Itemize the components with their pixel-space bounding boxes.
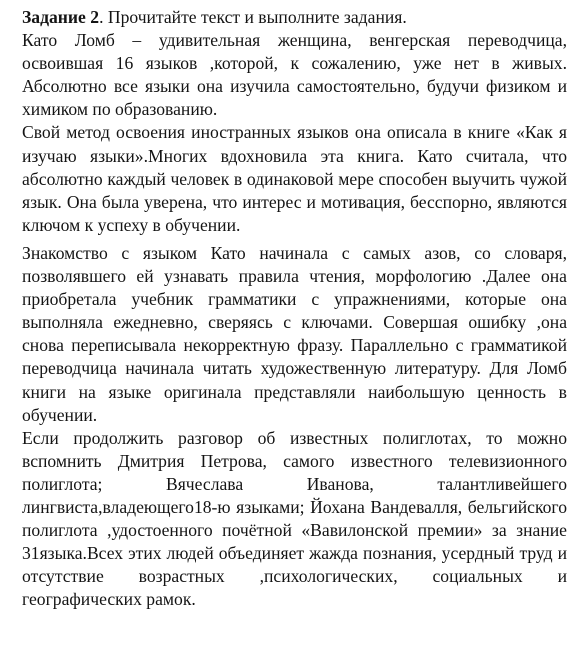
task-label: Задание 2 bbox=[22, 7, 100, 27]
task-heading bbox=[22, 6, 567, 29]
task-instruction: . Прочитайте текст и выполните задания. bbox=[99, 7, 407, 27]
paragraph-polyglots: Если продолжить разговор об известных полиглотах, то можно вспомнить Дмитрия Петрова, самого известного телевизионного полиглота; Вячеслава Иванова, талантливейшего лингвиста,владеющего18-ю языками; Йохана Вандевалля, бельгийского полиглота ,удостоенного почётной «Вавилонской премии» за знание 31языка.Всех этих людей объединяет жажда познания, усердный труд и отсутствие возрастных ,психологических, социальных и географических рамок. bbox=[22, 427, 567, 610]
paragraph-intro: Като Ломб – удивительная женщина, венгерская переводчица, освоившая 16 языков ,которой, к сожалению, уже нет в живых. Абсолютно все языки она изучила самостоятельно, будучи физиком и химиком по образованию. bbox=[22, 30, 567, 120]
paragraph-learning-process: Знакомство с языком Като начинала с самых азов, со словаря, позволявшего ей узнавать правила чтения, морфологию .Далее она приобретала учебник грамматики с упражнениями, которые она выполняла ежедневно, сверяясь с ключами. Совершая ошибку ,она снова переписывала некорректную фразу. Параллельно с грамматикой переводчица начинала читать художественную литературу. Для Ломб книги на языке оригинала представляли наибольшую ценность в обучении. bbox=[22, 242, 567, 425]
paragraph-method: Свой метод освоения иностранных языков она описала в книге «Как я изучаю языки».Многих вдохновила эта книга. Като считала, что абсолютно каждый человек в одинаковой мере способен выучить чужой язык. Она была уверена, что интерес и мотивация, бесспорно, являются ключом к успеху в обучении. bbox=[22, 122, 567, 235]
